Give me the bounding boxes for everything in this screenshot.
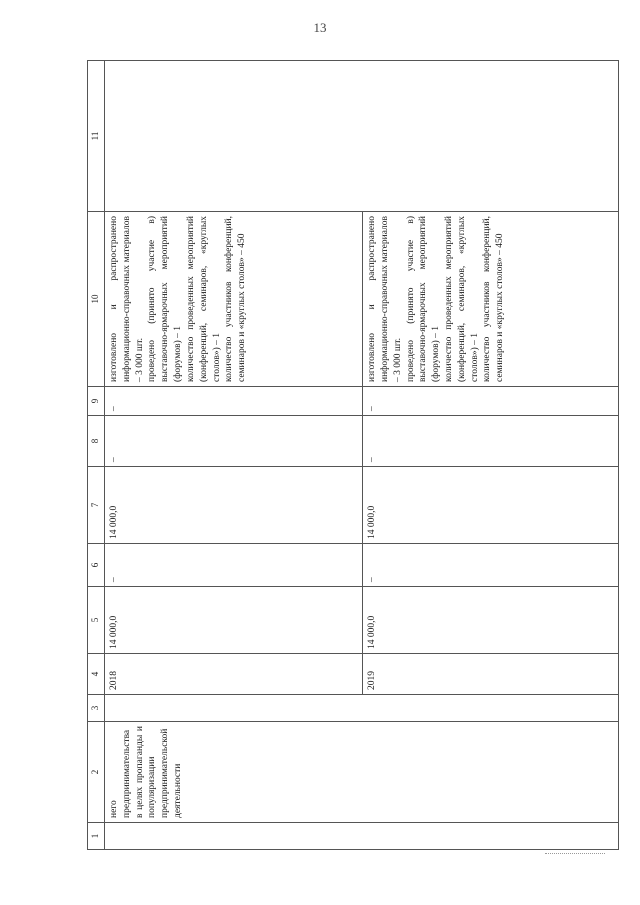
results-cell: [105, 212, 363, 387]
col7-value: 14 000,0: [363, 467, 619, 544]
rotated-table-container: [87, 60, 619, 850]
col-number-9: 9: [88, 387, 105, 416]
col9-value: –: [363, 387, 619, 416]
col-number-8: 8: [88, 416, 105, 467]
col-number-11: 11: [88, 61, 105, 212]
result-item: изготовлено и распространено информационно-справочных материалов – 3 000 шт.: [109, 216, 145, 382]
result-item: количество проведенных мероприятий (конференций, семинаров, «круглых столов») – 1: [443, 216, 480, 382]
col-number-1: 1: [88, 823, 105, 850]
column-number-row: [88, 61, 105, 850]
col6-value: –: [363, 544, 619, 587]
col3-cell: [105, 695, 619, 722]
results-cell: [363, 212, 619, 387]
col-number-10: 10: [88, 212, 105, 387]
scan-mark: [545, 853, 605, 855]
program-table: [87, 60, 619, 850]
col1-cell: [105, 823, 619, 850]
year-cell: 2019: [363, 654, 619, 695]
col5-value: 14 000,0: [363, 587, 619, 654]
col-number-3: 3: [88, 695, 105, 722]
col6-value: –: [105, 544, 363, 587]
col-number-2: 2: [88, 722, 105, 823]
result-item: количество участников конференций, семинаров и «круглых столов» – 450: [482, 216, 506, 382]
col7-value: 14 000,0: [105, 467, 363, 544]
col8-value: –: [363, 416, 619, 467]
result-item: количество участников конференций, семинаров и «круглых столов» – 450: [224, 216, 248, 382]
col9-value: –: [105, 387, 363, 416]
result-item: количество проведенных мероприятий (конференций, семинаров, «круглых столов») – 1: [185, 216, 222, 382]
result-item: проведено (принято участие в) выставочно-ярмарочных мероприятий (форумов) – 1: [147, 216, 184, 382]
activity-description: него предпринимательства в целях пропаганды и популяризации предпринимательской деятельности: [105, 722, 619, 823]
col-number-6: 6: [88, 544, 105, 587]
col5-value: 14 000,0: [105, 587, 363, 654]
col-number-5: 5: [88, 587, 105, 654]
result-item: изготовлено и распространено информационно-справочных материалов – 3 000 шт.: [367, 216, 403, 382]
table-row: [105, 61, 363, 850]
result-item: проведено (принято участие в) выставочно-ярмарочных мероприятий (форумов) – 1: [405, 216, 442, 382]
col-number-7: 7: [88, 467, 105, 544]
col8-value: –: [105, 416, 363, 467]
col-number-4: 4: [88, 654, 105, 695]
col11-cell: [105, 61, 619, 212]
page-number: 13: [313, 20, 327, 35]
year-cell: 2018: [105, 654, 363, 695]
